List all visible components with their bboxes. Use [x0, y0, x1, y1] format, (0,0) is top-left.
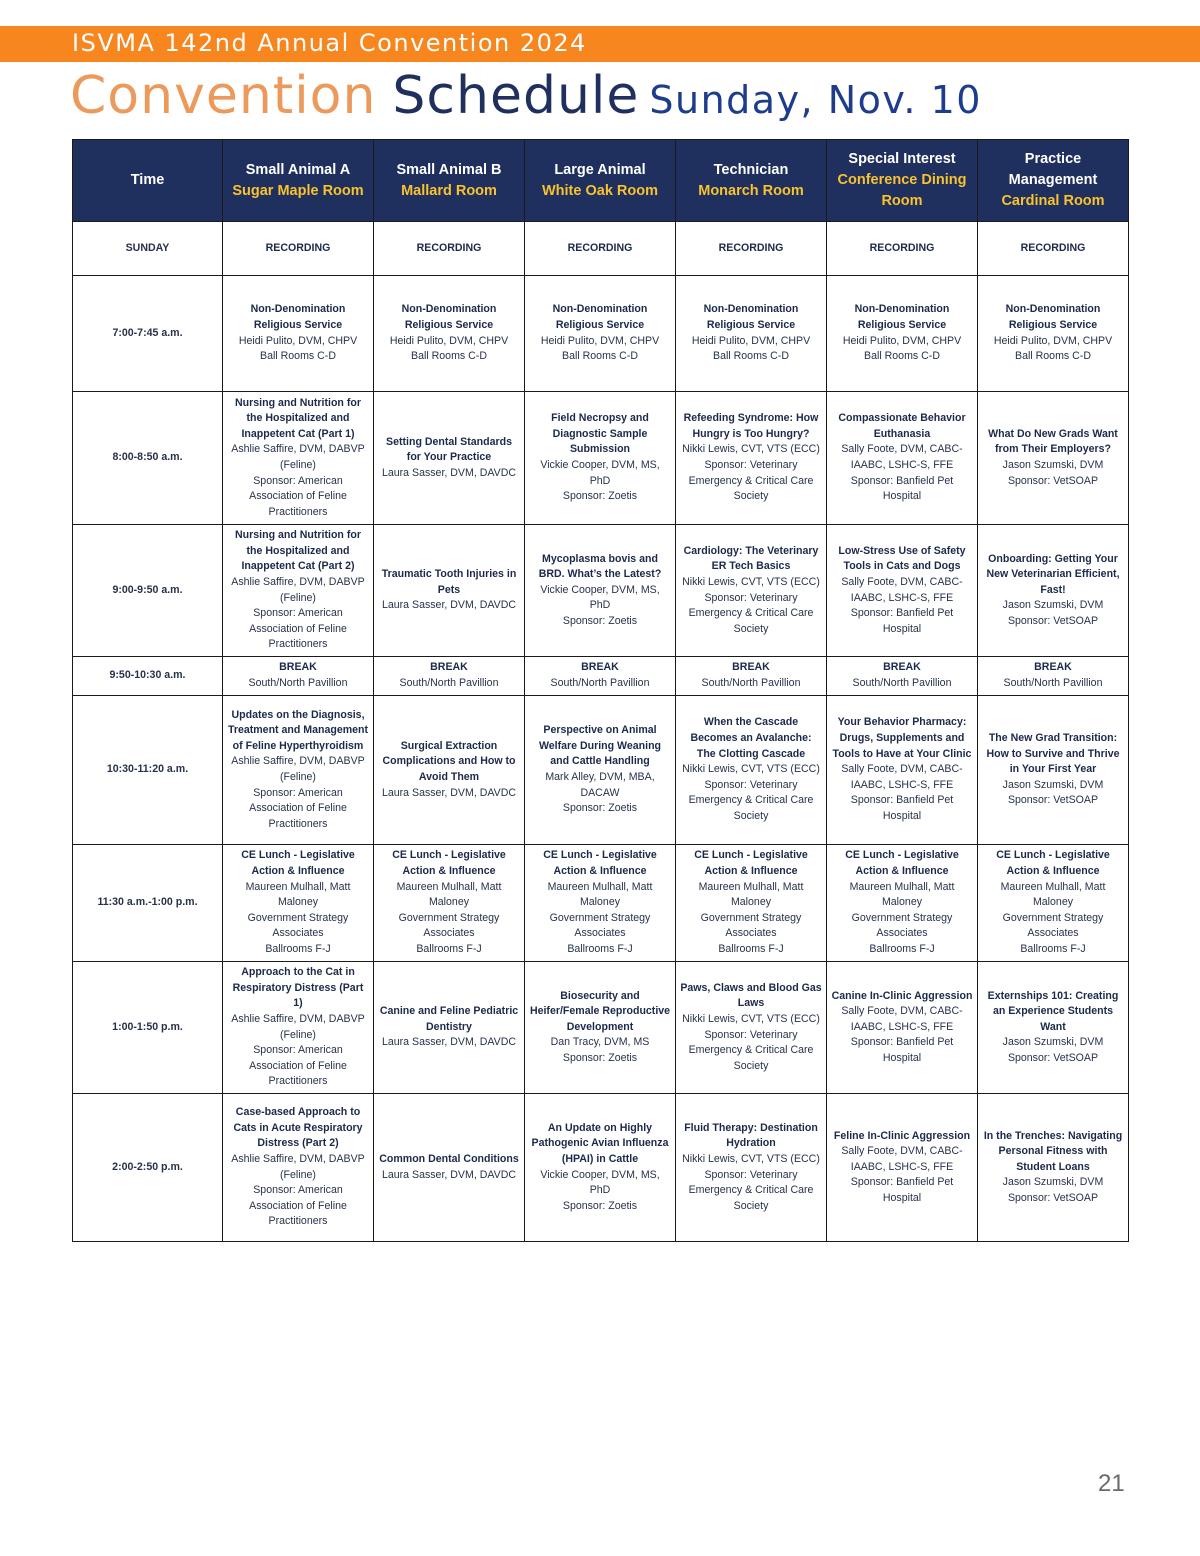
column-header: [374, 140, 525, 222]
session-cell: [676, 1094, 827, 1242]
session-cell: [223, 525, 374, 657]
session-cell: [525, 845, 676, 962]
session-title: Non-Denomination Religious Service: [552, 303, 648, 331]
column-header: [223, 140, 374, 222]
session-cell: [374, 392, 525, 525]
session-cell: [525, 962, 676, 1094]
column-room: Sugar Maple Room: [232, 182, 364, 199]
title-date: Sunday, Nov. 10: [649, 78, 982, 122]
time-slot: 10:30-11:20 a.m.: [73, 696, 223, 845]
session-detail: Sponsor: Veterinary Emergency & Critical Care Society: [688, 591, 814, 635]
session-detail: Jason Szumski, DVM: [1002, 459, 1104, 471]
session-cell: [223, 696, 374, 845]
session-title: Feline In-Clinic Aggression: [833, 1129, 971, 1142]
session-detail: Vickie Cooper, DVM, MS, PhD: [540, 583, 660, 612]
schedule-row: [73, 222, 1129, 276]
session-cell: [525, 392, 676, 525]
session-title: Compassionate Behavior Euthanasia: [838, 412, 966, 440]
session-detail: Vickie Cooper, DVM, MS, PhD: [540, 459, 660, 487]
session-cell: [676, 962, 827, 1094]
session-title: CE Lunch - Legislative Action & Influence: [996, 849, 1110, 878]
session-cell: [827, 962, 978, 1094]
session-title: CE Lunch - Legislative Action & Influence: [241, 849, 355, 878]
schedule-body: [73, 222, 1129, 1242]
session-title: RECORDING: [869, 241, 935, 254]
session-detail: Nikki Lewis, CVT, VTS (ECC): [682, 1012, 820, 1025]
session-detail: Ballrooms F-J: [718, 942, 784, 955]
session-detail: Maureen Mulhall, Matt Maloney: [245, 880, 351, 909]
banner-title: ISVMA 142nd Annual Convention 2024: [72, 29, 587, 57]
session-cell: [525, 657, 676, 696]
session-detail: Sally Foote, DVM, CABC-IAABC, LSHC-S, FFE: [841, 443, 963, 471]
session-cell: [676, 657, 827, 696]
session-detail: Sponsor: Zoetis: [562, 1199, 638, 1212]
session-detail: Maureen Mulhall, Matt Maloney: [1000, 880, 1106, 909]
session-title: Updates on the Diagnosis, Treatment and Management of Feline Hyperthyroidism: [227, 708, 369, 752]
session-cell: [223, 392, 374, 525]
session-detail: South/North Pavillion: [550, 677, 650, 689]
session-title: RECORDING: [567, 241, 633, 254]
session-detail: Sponsor: Zoetis: [562, 490, 638, 503]
session-detail: Ball Rooms C-D: [260, 350, 336, 363]
session-detail: Sally Foote, DVM, CABC-IAABC, LSHC-S, FFE: [841, 1005, 963, 1033]
session-title: An Update on Highly Pathogenic Avian Influenza (HPAI) in Cattle: [531, 1121, 669, 1165]
session-title: BREAK: [430, 661, 468, 674]
schedule-row: [73, 392, 1129, 525]
time-slot: 9:50-10:30 a.m.: [73, 657, 223, 696]
session-title: Perspective on Animal Welfare During Weaning and Cattle Handling: [538, 724, 662, 768]
session-cell: [525, 276, 676, 392]
session-cell: [827, 392, 978, 525]
session-detail: Heidi Pulito, DVM, CHPV: [540, 334, 660, 347]
session-detail: Jason Szumski, DVM: [1002, 778, 1104, 791]
session-detail: Heidi Pulito, DVM, CHPV: [389, 334, 509, 347]
time-header: Time: [73, 140, 223, 222]
session-cell: [978, 657, 1129, 696]
column-room: Monarch Room: [698, 182, 804, 199]
session-detail: Ashlie Saffire, DVM, DABVP (Feline): [231, 575, 365, 604]
session-cell: [676, 392, 827, 525]
session-title: CE Lunch - Legislative Action & Influence: [845, 849, 959, 878]
session-title: In the Trenches: Navigating Personal Fitness with Student Loans: [983, 1129, 1123, 1173]
session-detail: Sponsor: American Association of Feline Practitioners: [249, 1184, 347, 1228]
session-cell: [525, 525, 676, 657]
session-title: Field Necropsy and Diagnostic Sample Submission: [551, 412, 649, 456]
session-detail: Sponsor: Banfield Pet Hospital: [850, 1176, 954, 1204]
column-track: Practice Management: [1008, 151, 1098, 188]
session-detail: Sponsor: Banfield Pet Hospital: [850, 474, 954, 503]
session-detail: Government Strategy Associates: [851, 911, 953, 940]
schedule-row: [73, 962, 1129, 1094]
recording-cell: [525, 222, 676, 276]
session-title: Canine and Feline Pediatric Dentistry: [379, 1005, 519, 1033]
session-title: BREAK: [732, 661, 770, 674]
session-detail: Sally Foote, DVM, CABC-IAABC, LSHC-S, FFE: [841, 1145, 963, 1173]
session-detail: Sponsor: American Association of Feline Practitioners: [249, 607, 347, 651]
session-title: Non-Denomination Religious Service: [703, 303, 799, 331]
session-title: RECORDING: [416, 241, 482, 254]
column-track: Special Interest: [848, 151, 956, 167]
column-room: White Oak Room: [541, 182, 658, 199]
session-detail: South/North Pavillion: [399, 677, 499, 689]
session-cell: [676, 276, 827, 392]
session-detail: Laura Sasser, DVM, DAVDC: [381, 1168, 517, 1181]
session-detail: Sponsor: Veterinary Emergency & Critical Care Society: [688, 459, 814, 503]
session-cell: [676, 525, 827, 657]
time-slot: 2:00-2:50 p.m.: [73, 1094, 223, 1242]
session-cell: [223, 962, 374, 1094]
session-detail: Sponsor: Zoetis: [562, 614, 638, 627]
schedule-row: [73, 696, 1129, 845]
header-row: [73, 140, 1129, 222]
session-detail: Laura Sasser, DVM, DAVDC: [381, 786, 517, 799]
session-cell: [827, 696, 978, 845]
session-detail: Laura Sasser, DVM, DAVDC: [381, 466, 517, 479]
session-detail: Heidi Pulito, DVM, CHPV: [691, 334, 811, 347]
session-detail: Ballrooms F-J: [567, 942, 633, 955]
session-detail: Vickie Cooper, DVM, MS, PhD: [540, 1168, 660, 1197]
session-cell: [374, 276, 525, 392]
session-cell: [978, 1094, 1129, 1242]
session-cell: [978, 962, 1129, 1094]
session-detail: Heidi Pulito, DVM, CHPV: [238, 334, 358, 347]
session-title: What Do New Grads Want from Their Employers?: [988, 427, 1118, 456]
session-title: Setting Dental Standards for Your Practice: [386, 435, 512, 464]
session-cell: [827, 276, 978, 392]
session-title: BREAK: [279, 661, 317, 674]
session-cell: [374, 696, 525, 845]
session-detail: Heidi Pulito, DVM, CHPV: [993, 334, 1113, 347]
session-detail: Sponsor: American Association of Feline Practitioners: [249, 786, 347, 830]
session-detail: Government Strategy Associates: [1002, 911, 1104, 940]
session-detail: Sponsor: Banfield Pet Hospital: [850, 1036, 954, 1064]
session-cell: [223, 845, 374, 962]
session-title: Traumatic Tooth Injuries in Pets: [381, 568, 517, 596]
session-detail: Jason Szumski, DVM: [1002, 599, 1104, 612]
recording-cell: [374, 222, 525, 276]
session-cell: [827, 1094, 978, 1242]
session-title: Common Dental Conditions: [379, 1152, 519, 1165]
session-detail: Heidi Pulito, DVM, CHPV: [842, 334, 962, 347]
session-detail: Ball Rooms C-D: [713, 350, 789, 363]
page-number: 21: [1098, 1470, 1125, 1497]
session-title: Non-Denomination Religious Service: [854, 303, 950, 331]
session-title: Canine In-Clinic Aggression: [831, 989, 973, 1002]
session-title: Low-Stress Use of Safety Tools in Cats and Dogs: [838, 544, 966, 573]
session-title: Non-Denomination Religious Service: [1005, 303, 1101, 331]
time-slot: 9:00-9:50 a.m.: [73, 525, 223, 657]
session-detail: Nikki Lewis, CVT, VTS (ECC): [682, 1152, 820, 1165]
session-detail: Jason Szumski, DVM: [1002, 1036, 1104, 1049]
session-cell: [978, 525, 1129, 657]
session-cell: [978, 845, 1129, 962]
column-header: [827, 140, 978, 222]
page-title: [70, 66, 982, 126]
session-title: RECORDING: [1020, 241, 1086, 254]
session-detail: Government Strategy Associates: [549, 911, 651, 940]
column-room: Conference Dining Room: [837, 172, 967, 209]
session-detail: Maureen Mulhall, Matt Maloney: [698, 880, 804, 909]
session-detail: Sally Foote, DVM, CABC-IAABC, LSHC-S, FFE: [841, 575, 963, 604]
session-detail: Sponsor: Zoetis: [562, 802, 638, 815]
session-detail: Ashlie Saffire, DVM, DABVP (Feline): [231, 1012, 365, 1041]
column-room: Mallard Room: [401, 182, 497, 199]
session-detail: Maureen Mulhall, Matt Maloney: [547, 880, 653, 909]
session-title: Onboarding: Getting Your New Veterinarian Efficient, Fast!: [986, 552, 1120, 596]
session-detail: Sponsor: Banfield Pet Hospital: [850, 607, 954, 635]
session-cell: [525, 1094, 676, 1242]
session-detail: Ashlie Saffire, DVM, DABVP (Feline): [231, 1152, 365, 1181]
session-title: Nursing and Nutrition for the Hospitalized and Inappetent Cat (Part 2): [235, 529, 361, 573]
session-cell: [827, 657, 978, 696]
session-detail: Sponsor: VetSOAP: [1007, 614, 1099, 627]
time-slot: 1:00-1:50 p.m.: [73, 962, 223, 1094]
column-header: [978, 140, 1129, 222]
session-detail: Sponsor: Veterinary Emergency & Critical Care Society: [688, 778, 814, 822]
session-title: Paws, Claws and Blood Gas Laws: [680, 981, 822, 1010]
session-detail: Dan Tracy, DVM, MS: [550, 1036, 650, 1049]
session-title: Biosecurity and Heifer/Female Reproductive Development: [529, 989, 671, 1033]
session-title: Your Behavior Pharmacy: Drugs, Supplements and Tools to Have at Your Clinic: [832, 716, 972, 760]
column-track: Small Animal B: [396, 161, 502, 178]
session-detail: Nikki Lewis, CVT, VTS (ECC): [682, 575, 820, 588]
session-detail: Nikki Lewis, CVT, VTS (ECC): [682, 763, 820, 776]
time-slot: 8:00-8:50 a.m.: [73, 392, 223, 525]
title-convention: Convention: [70, 66, 377, 126]
session-detail: South/North Pavillion: [248, 677, 348, 689]
session-title: Fluid Therapy: Destination Hydration: [684, 1121, 818, 1150]
session-cell: [374, 845, 525, 962]
session-detail: Laura Sasser, DVM, DAVDC: [381, 1036, 517, 1049]
session-title: BREAK: [1034, 661, 1072, 674]
session-title: When the Cascade Becomes an Avalanche: The Clotting Cascade: [690, 716, 812, 760]
session-title: RECORDING: [718, 241, 784, 254]
recording-cell: [978, 222, 1129, 276]
session-detail: Sponsor: Zoetis: [562, 1051, 638, 1064]
recording-cell: [827, 222, 978, 276]
session-title: CE Lunch - Legislative Action & Influence: [694, 849, 808, 878]
column-header: [676, 140, 827, 222]
schedule-row: [73, 276, 1129, 392]
session-detail: Sally Foote, DVM, CABC-IAABC, LSHC-S, FFE: [841, 763, 963, 791]
column-track: Small Animal A: [245, 161, 351, 178]
title-schedule: Schedule: [392, 66, 640, 126]
session-cell: [374, 525, 525, 657]
session-cell: [223, 276, 374, 392]
session-detail: South/North Pavillion: [852, 677, 952, 689]
session-detail: Sponsor: Veterinary Emergency & Critical Care Society: [688, 1028, 814, 1072]
session-detail: Ballrooms F-J: [416, 942, 482, 955]
session-title: Nursing and Nutrition for the Hospitalized and Inappetent Cat (Part 1): [235, 396, 361, 440]
session-detail: Maureen Mulhall, Matt Maloney: [396, 880, 502, 909]
session-detail: Ballrooms F-J: [1020, 942, 1086, 955]
session-cell: [223, 1094, 374, 1242]
session-title: Case-based Approach to Cats in Acute Respiratory Distress (Part 2): [233, 1106, 363, 1150]
session-title: Cardiology: The Veterinary ER Tech Basics: [683, 544, 819, 573]
session-title: CE Lunch - Legislative Action & Influence: [392, 849, 506, 878]
session-detail: Ballrooms F-J: [869, 942, 935, 955]
session-detail: Sponsor: Veterinary Emergency & Critical Care Society: [688, 1168, 814, 1212]
time-slot: 7:00-7:45 a.m.: [73, 276, 223, 392]
session-title: Surgical Extraction Complications and How to Avoid Them: [382, 739, 516, 783]
session-cell: [978, 392, 1129, 525]
session-detail: Jason Szumski, DVM: [1002, 1176, 1104, 1189]
session-cell: [374, 1094, 525, 1242]
session-cell: [525, 696, 676, 845]
session-detail: South/North Pavillion: [1003, 677, 1103, 689]
session-title: Externships 101: Creating an Experience Students Want: [987, 989, 1119, 1033]
recording-cell: [676, 222, 827, 276]
session-detail: Sponsor: American Association of Feline Practitioners: [249, 474, 347, 518]
session-title: The New Grad Transition: How to Survive and Thrive in Your First Year: [986, 732, 1120, 776]
session-detail: Ball Rooms C-D: [411, 350, 487, 363]
session-detail: Ball Rooms C-D: [562, 350, 638, 363]
session-title: Non-Denomination Religious Service: [401, 303, 497, 331]
column-track: Technician: [713, 161, 789, 178]
session-cell: [676, 845, 827, 962]
schedule-row: [73, 525, 1129, 657]
session-detail: Sponsor: VetSOAP: [1007, 474, 1099, 487]
session-title: Approach to the Cat in Respiratory Distress (Part 1): [232, 966, 364, 1010]
session-cell: [827, 845, 978, 962]
session-cell: [374, 962, 525, 1094]
session-title: BREAK: [883, 661, 921, 674]
session-title: BREAK: [581, 661, 619, 674]
session-detail: Government Strategy Associates: [398, 911, 500, 940]
session-detail: Sponsor: American Association of Feline Practitioners: [249, 1044, 347, 1088]
session-detail: Sponsor: VetSOAP: [1007, 1191, 1099, 1204]
session-detail: Sponsor: VetSOAP: [1007, 794, 1099, 807]
session-cell: [223, 657, 374, 696]
column-room: Cardinal Room: [1001, 193, 1105, 209]
session-detail: Government Strategy Associates: [247, 911, 349, 940]
session-title: CE Lunch - Legislative Action & Influence: [543, 849, 657, 878]
schedule-table: [72, 139, 1129, 1242]
session-detail: Nikki Lewis, CVT, VTS (ECC): [682, 443, 820, 456]
schedule-row: [73, 1094, 1129, 1242]
session-cell: [978, 276, 1129, 392]
session-title: Mycoplasma bovis and BRD. What’s the Latest?: [538, 552, 662, 581]
session-detail: South/North Pavillion: [701, 677, 801, 689]
session-title: Refeeding Syndrome: How Hungry is Too Hungry?: [683, 412, 819, 440]
session-detail: Sponsor: Banfield Pet Hospital: [850, 794, 954, 822]
session-detail: Ashlie Saffire, DVM, DABVP (Feline): [231, 443, 365, 471]
schedule-row: [73, 657, 1129, 696]
column-track: Large Animal: [554, 161, 646, 178]
session-title: Non-Denomination Religious Service: [250, 303, 346, 331]
session-detail: Ball Rooms C-D: [864, 350, 940, 363]
time-slot: SUNDAY: [73, 222, 223, 276]
session-title: RECORDING: [265, 241, 331, 254]
session-detail: Ball Rooms C-D: [1015, 350, 1091, 363]
column-header: [525, 140, 676, 222]
session-detail: Ballrooms F-J: [265, 942, 331, 955]
session-cell: [827, 525, 978, 657]
time-slot: 11:30 a.m.-1:00 p.m.: [73, 845, 223, 962]
session-cell: [978, 696, 1129, 845]
session-detail: Sponsor: VetSOAP: [1007, 1051, 1099, 1064]
session-cell: [676, 696, 827, 845]
session-detail: Maureen Mulhall, Matt Maloney: [849, 880, 955, 909]
schedule-row: [73, 845, 1129, 962]
session-detail: Government Strategy Associates: [700, 911, 802, 940]
session-detail: Mark Alley, DVM, MBA, DACAW: [545, 771, 655, 799]
session-detail: Ashlie Saffire, DVM, DABVP (Feline): [231, 755, 365, 783]
recording-cell: [223, 222, 374, 276]
session-cell: [374, 657, 525, 696]
session-detail: Laura Sasser, DVM, DAVDC: [381, 599, 517, 612]
convention-banner: [0, 26, 1200, 62]
